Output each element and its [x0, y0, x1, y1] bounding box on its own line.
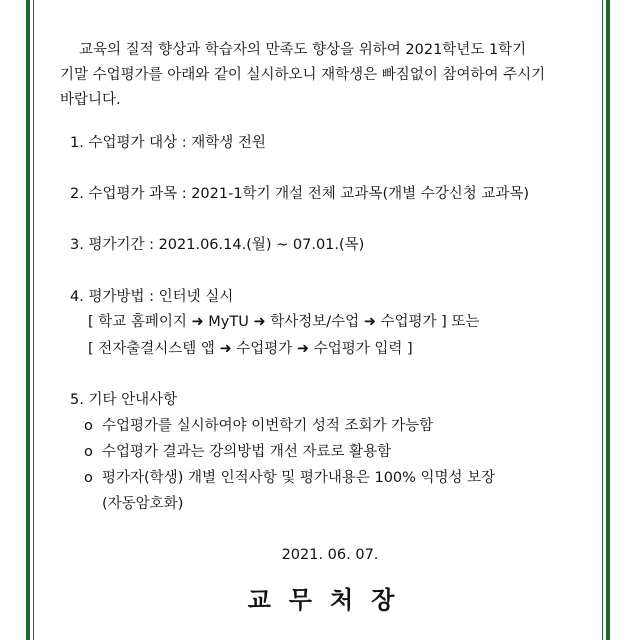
intro-line: 기말 수업평가를 아래와 같이 실시하오니 재학생은 빠짐없이 참여하여 주시기 [60, 67, 546, 83]
bullet-marker: o [84, 418, 93, 434]
bullet-text: 평가자(학생) 개별 인적사항 및 평가내용은 100% 익명성 보장 [102, 470, 496, 486]
bullet-marker: o [84, 470, 93, 486]
bullet-continuation: (자동암호화) [102, 496, 184, 512]
list-item [84, 468, 495, 488]
item-courses: 2. 수업평가 과목 : 2021-1학기 개설 전체 교과목(개별 수강신청 교과목) [70, 186, 530, 202]
item-target: 1. 수업평가 대상 : 재학생 전원 [70, 135, 266, 151]
list-item [84, 416, 433, 436]
intro-line: 교육의 질적 향상과 학습자의 만족도 향상을 위하여 2021학년도 1학기 [79, 42, 527, 58]
notice-date: 2021. 06. 07. [281, 547, 379, 563]
method-path-homepage: [ 학교 홈페이지 ➜ MyTU ➜ 학사정보/수업 ➜ 수업평가 ] 또는 [88, 314, 480, 330]
item-period: 3. 평가기간 : 2021.06.14.(월) ~ 07.01.(목) [70, 237, 365, 253]
bullet-text: 수업평가 결과는 강의방법 개선 자료로 활용함 [102, 444, 392, 460]
signer-title: 교무처장 [247, 585, 413, 614]
list-item [84, 442, 391, 462]
intro-paragraph [60, 38, 605, 113]
bullet-marker: o [84, 444, 93, 460]
intro-line: 바랍니다. [60, 92, 121, 108]
method-path-app: [ 전자출결시스템 앱 ➜ 수업평가 ➜ 수업평가 입력 ] [88, 341, 413, 357]
item-other: 5. 기타 안내사항 [70, 392, 178, 408]
item-method: 4. 평가방법 : 인터넷 실시 [70, 289, 234, 305]
bullet-text: 수업평가를 실시하여야 이번학기 성적 조회가 가능함 [102, 418, 434, 434]
